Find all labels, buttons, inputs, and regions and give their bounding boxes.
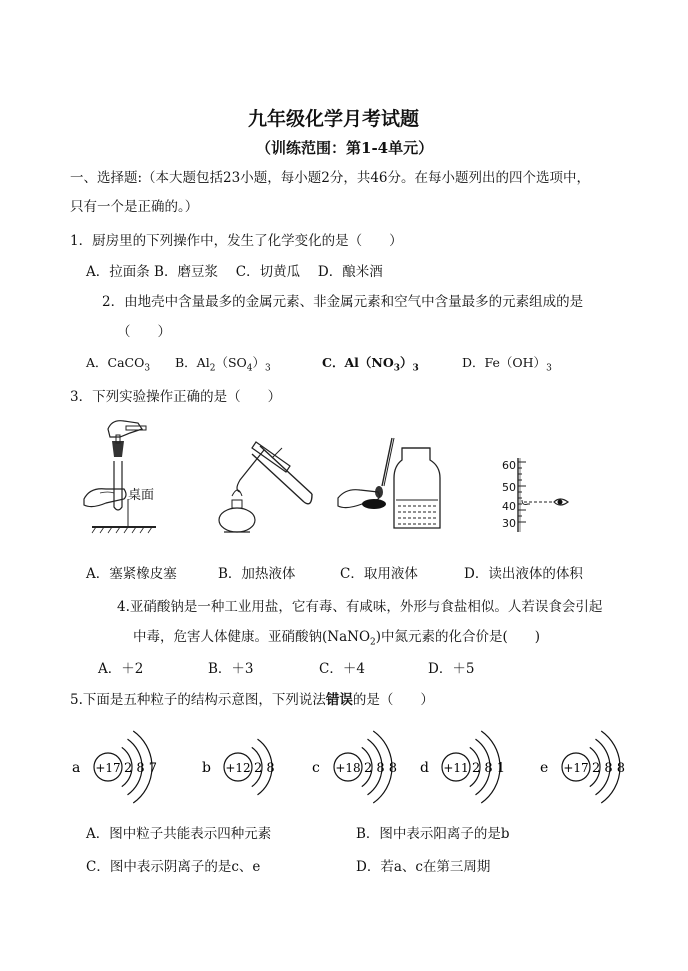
- q5-option-c: C．图中表示阴离子的是c、e: [86, 859, 261, 875]
- particle-letter: b: [202, 760, 211, 776]
- page-subtitle: （训练范围：第1-4单元）: [256, 139, 434, 157]
- section-instruction-line2: 只有一个是正确的。）: [70, 199, 199, 215]
- q3-option-b: B．加热液体: [218, 566, 296, 582]
- illustration-stopper-insertion: [80, 415, 180, 535]
- q2-option-a: A．CaCO$_3$: [86, 355, 151, 374]
- illustration-heating-liquid: [212, 440, 332, 540]
- particle-e: [540, 718, 660, 818]
- cylinder-tick-40: 40: [502, 500, 516, 513]
- q1-stem: 1．厨房里的下列操作中，发生了化学变化的是（ ）: [70, 233, 403, 249]
- q3-option-d: D．读出液体的体积: [464, 566, 583, 582]
- q1-options: A．拉面条 B．磨豆浆 C．切黄瓜 D．酿米酒: [86, 264, 383, 280]
- q5-option-a: A．图中粒子共能表示四种元素: [86, 826, 272, 842]
- particle-letter: d: [420, 760, 429, 776]
- nucleus-charge: +12: [225, 761, 251, 775]
- particle-letter: c: [312, 760, 320, 776]
- illustration-taking-liquid: [336, 436, 446, 536]
- q4-option-d: D．＋5: [428, 661, 475, 677]
- q5-option-b: B．图中表示阳离子的是b: [356, 826, 510, 842]
- nucleus-charge: +17: [95, 761, 121, 775]
- q4-line2: 中毒，危害人体健康。亚硝酸钠(NaNO$_2$)中氮元素的化合价是( ): [133, 629, 541, 648]
- cylinder-tick-60: 60: [502, 459, 516, 472]
- electron-counts: 2 8 8: [364, 761, 398, 776]
- electron-counts: 2 8 1: [472, 761, 506, 776]
- section-instruction-line1: 一、选择题:（本大题包括23小题，每小题2分，共46分。在每小题列出的四个选项中，: [70, 170, 590, 186]
- particle-c: [312, 718, 432, 818]
- q4-line1: 4.亚硝酸钠是一种工业用盐，它有毒、有咸味，外形与食盐相似。人若误食会引起: [117, 599, 603, 615]
- electron-counts: 2 8 8: [592, 761, 626, 776]
- q3-option-c: C．取用液体: [340, 566, 418, 582]
- q2-paren: （ ）: [117, 324, 171, 340]
- page-title: 九年级化学月考试题: [248, 108, 420, 130]
- nucleus-charge: +18: [335, 761, 361, 775]
- q2-option-d: D．$Fe(OH)_3$: [462, 355, 552, 374]
- q4-option-c: C．＋4: [319, 661, 365, 677]
- particle-d: [420, 718, 540, 818]
- desk-label: 桌面: [128, 488, 155, 503]
- particle-a: [72, 718, 192, 818]
- particle-letter: a: [72, 760, 81, 776]
- q3-option-a: A．塞紧橡皮塞: [86, 566, 177, 582]
- q2-option-b: B．$Al_2(SO_4)_3$: [175, 355, 271, 374]
- q2-option-c: C．$Al(NO_3)_3$: [322, 355, 419, 374]
- nucleus-charge: +17: [563, 761, 589, 775]
- particle-letter: e: [540, 760, 549, 776]
- cylinder-tick-50: 50: [502, 481, 516, 494]
- q4-option-a: A．＋2: [98, 661, 144, 677]
- particle-b: [202, 718, 322, 818]
- electron-counts: 2 8: [254, 761, 275, 776]
- q5-option-d: D．若a、c在第三周期: [356, 859, 491, 875]
- q2-stem: 2．由地壳中含量最多的金属元素、非金属元素和空气中含量最多的元素组成的是: [102, 294, 584, 310]
- nucleus-charge: +11: [443, 761, 469, 775]
- electron-counts: 2 8 7: [124, 761, 158, 776]
- cylinder-tick-30: 30: [502, 517, 516, 530]
- q5-stem: 5.下面是五种粒子的结构示意图，下列说法错误的是（ ）: [70, 692, 434, 708]
- q3-stem: 3．下列实验操作正确的是（ ）: [70, 389, 282, 405]
- q4-option-b: B．＋3: [208, 661, 254, 677]
